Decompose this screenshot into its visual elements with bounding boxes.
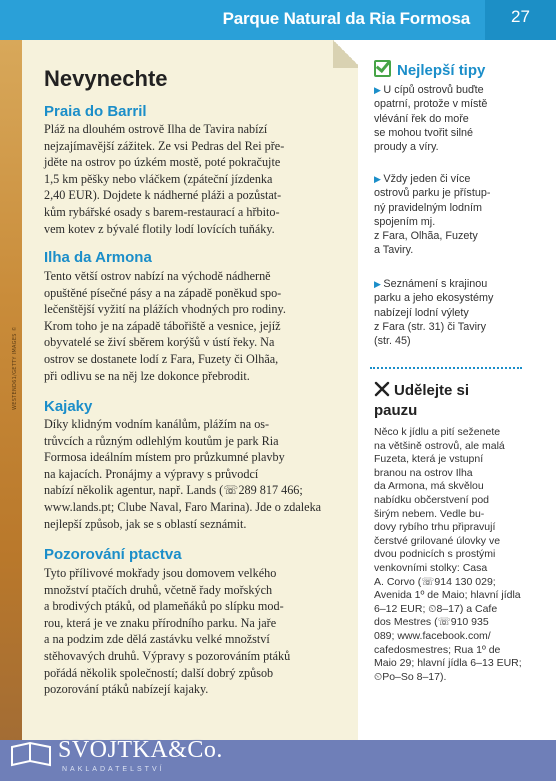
triangle-bullet-icon: ▶ xyxy=(374,279,384,289)
tip-line: se mohou tvořit silné xyxy=(374,126,474,139)
tip-line: nabízejí lodní výlety xyxy=(374,306,469,319)
text-line: Tento větší ostrov nabízí na východě nádherně xyxy=(44,269,271,283)
text-line: dvou podnicích s prostými xyxy=(374,548,496,561)
text-line: da Armona, má skvělou xyxy=(374,480,484,493)
text-line: širým nebem. Vedle bu- xyxy=(374,507,485,520)
text-line: nabízí několik agentur, např. Lands (☏289 817 466; xyxy=(44,483,303,498)
photo-credit: WESTEND61/GETTY IMAGES © xyxy=(12,326,18,410)
tips-title: Nejlepší tipy xyxy=(397,62,486,79)
text-line: Formosa ideálním místem pro průzkumné plavby xyxy=(44,450,285,465)
tip-line: parku a jeho ekosystémy xyxy=(374,292,494,305)
text-line: stěhovavých druhů. Výpravy s pozorováním ptáků xyxy=(44,648,291,663)
tip-line: a Taviry. xyxy=(374,244,414,257)
section-body xyxy=(44,121,349,237)
break-title-line2: pauzu xyxy=(374,402,418,419)
tip-item xyxy=(374,83,534,154)
tip-line: ostrovů parku je přístup- xyxy=(374,187,491,200)
break-title-line1: Udělejte si xyxy=(394,382,470,399)
text-line: lečenštější vyžití na plážích vhodných pro rodiny. xyxy=(44,302,286,317)
text-line: Fuzeta, která je vstupní xyxy=(374,453,484,466)
page-header xyxy=(0,0,556,40)
text-line: a na podzim zde dělá zastávku velké množství xyxy=(44,632,270,647)
tip-line: ▶ U cípů ostrovů buďte xyxy=(374,84,484,96)
text-line: množství ptačích druhů, včetně řady mořských xyxy=(44,582,273,597)
text-line: pořádá několik společností; další dobrý způsob xyxy=(44,665,274,680)
page-number: 27 xyxy=(485,0,556,40)
fork-knife-icon xyxy=(374,381,390,402)
text-line: Avenida 1º de Maio; hlavní jídla xyxy=(374,589,521,602)
break-body xyxy=(374,426,534,684)
text-line: při odlivu se na něj lze dokonce přebrodit. xyxy=(44,368,250,383)
tips-heading xyxy=(374,60,485,79)
tip-line: ▶ Seznámení s krajinou xyxy=(374,278,488,290)
text-line: ostrov se dostanete lodí z Fara, Fuzety či Olhãa, xyxy=(44,351,279,366)
text-line: 089; www.facebook.com/ xyxy=(374,629,491,642)
text-line: a brodivých ptáků, od plameňáků po slípku mod- xyxy=(44,599,284,614)
chapter-title: Parque Natural da Ria Formosa xyxy=(222,9,470,28)
tip-line: z Fara, Olhãa, Fuzety xyxy=(374,230,478,243)
page-fold-corner xyxy=(333,40,361,68)
logo-subtitle: NAKLADATELSTVÍ xyxy=(62,766,165,773)
text-line: 6–12 EUR; ⏲8–17) a Cafe xyxy=(374,602,498,615)
text-line: A. Corvo (☏914 130 029; xyxy=(374,575,496,588)
text-line: na kajacích. Pronájmy a výpravy s průvodcí xyxy=(44,466,259,481)
section-body xyxy=(44,565,349,698)
tip-line: z Fara (str. 31) či Taviry xyxy=(374,320,486,333)
section-body xyxy=(44,268,349,384)
text-line: jděte na ostrov po úzkém mostě, poté pokračujte xyxy=(44,155,281,170)
text-line: kům rybářské osady s barem-restaurací a hřbito- xyxy=(44,204,280,219)
section-title: Pozorování ptactva xyxy=(44,546,182,563)
logo-text: SVOJTKA&Co. xyxy=(58,737,223,763)
checkbox-icon xyxy=(374,60,391,77)
publisher-logo xyxy=(0,735,223,781)
tip-line: opatrní, protože v místě xyxy=(374,98,488,111)
text-line: opuštěné písečné pásy a na západě poněkud spo- xyxy=(44,285,282,300)
triangle-bullet-icon: ▶ xyxy=(374,174,384,184)
text-line: nabídku občerstvení pod xyxy=(374,493,489,506)
text-line: vem kotev z bývalé flotily lodí lovících tuňáky. xyxy=(44,221,275,236)
tip-item xyxy=(374,277,534,348)
text-line: nejzajímavější zážitek. Ze vsi Pedras del Rei pře- xyxy=(44,138,285,153)
break-heading xyxy=(374,381,469,420)
tip-item xyxy=(374,172,534,258)
tip-line: spojením mj. xyxy=(374,215,436,228)
text-line: Díky klidným vodním kanálům, plážím na os- xyxy=(44,417,270,431)
text-line: Maio 29; hlavní jídla 6–13 EUR; xyxy=(374,657,522,670)
section-title: Ilha da Armona xyxy=(44,249,152,266)
text-line: www.lands.pt; Clube Naval, Faro Marina). Jde o zdaleka xyxy=(44,499,322,514)
text-line: Něco k jídlu a pití seženete xyxy=(374,426,501,438)
book-logo-icon xyxy=(10,739,52,769)
page-heading: Nevynechte xyxy=(44,66,168,91)
tip-line: (str. 45) xyxy=(374,335,411,348)
text-line: venkovními stolky: Casa xyxy=(374,561,488,574)
tip-line: vlévání řek do moře xyxy=(374,112,469,125)
section-body xyxy=(44,416,349,532)
text-line: čerstvé grilované úlovky ve xyxy=(374,534,501,547)
triangle-bullet-icon: ▶ xyxy=(374,85,384,95)
text-line: dovy rybího trhu připravují xyxy=(374,521,496,534)
text-line: Pláž na dlouhém ostrově Ilha de Tavira nabízí xyxy=(44,122,268,136)
text-line: rou, která je ve znaku přírodního parku. Na jaře xyxy=(44,615,277,630)
text-line: dos Mestres (☏910 935 xyxy=(374,616,489,629)
text-line: ⏲Po–So 8–17). xyxy=(374,670,447,683)
tip-line: ▶ Vždy jeden či více xyxy=(374,173,471,185)
section-title: Praia do Barril xyxy=(44,103,147,120)
text-line: trůvcích a různým odlehlým koutům je park Ria xyxy=(44,433,279,448)
text-line: cafedosmestres; Rua 1º de xyxy=(374,643,501,656)
photo-strip xyxy=(0,40,22,781)
text-line: pozorování ptáků nabízejí kajaky. xyxy=(44,682,209,697)
tip-line: proudy a víry. xyxy=(374,141,439,154)
text-line: obyvatelé se živí sběrem korýšů v ústí řeky. Na xyxy=(44,335,275,350)
text-line: nejlepší způsob, jak se s oblastí seznámit. xyxy=(44,516,247,531)
text-line: 2,40 EUR). Dojdete k nádherné pláži a pozůstat- xyxy=(44,188,282,203)
text-line: Tyto přílivové mokřady jsou domovem velkého xyxy=(44,566,277,580)
text-line: Krom toho je na západě tábořiště a vesnice, jejíž xyxy=(44,318,281,333)
text-line: branou na ostrov Ilha xyxy=(374,466,473,479)
tip-line: ný pravidelným lodním xyxy=(374,201,483,214)
text-line: 1,5 km pěšky nebo vláčkem (zpáteční jízdenka xyxy=(44,171,273,186)
text-line: na většině ostrovů, ale malá xyxy=(374,439,505,452)
dotted-divider xyxy=(370,367,522,369)
section-title: Kajaky xyxy=(44,398,93,415)
